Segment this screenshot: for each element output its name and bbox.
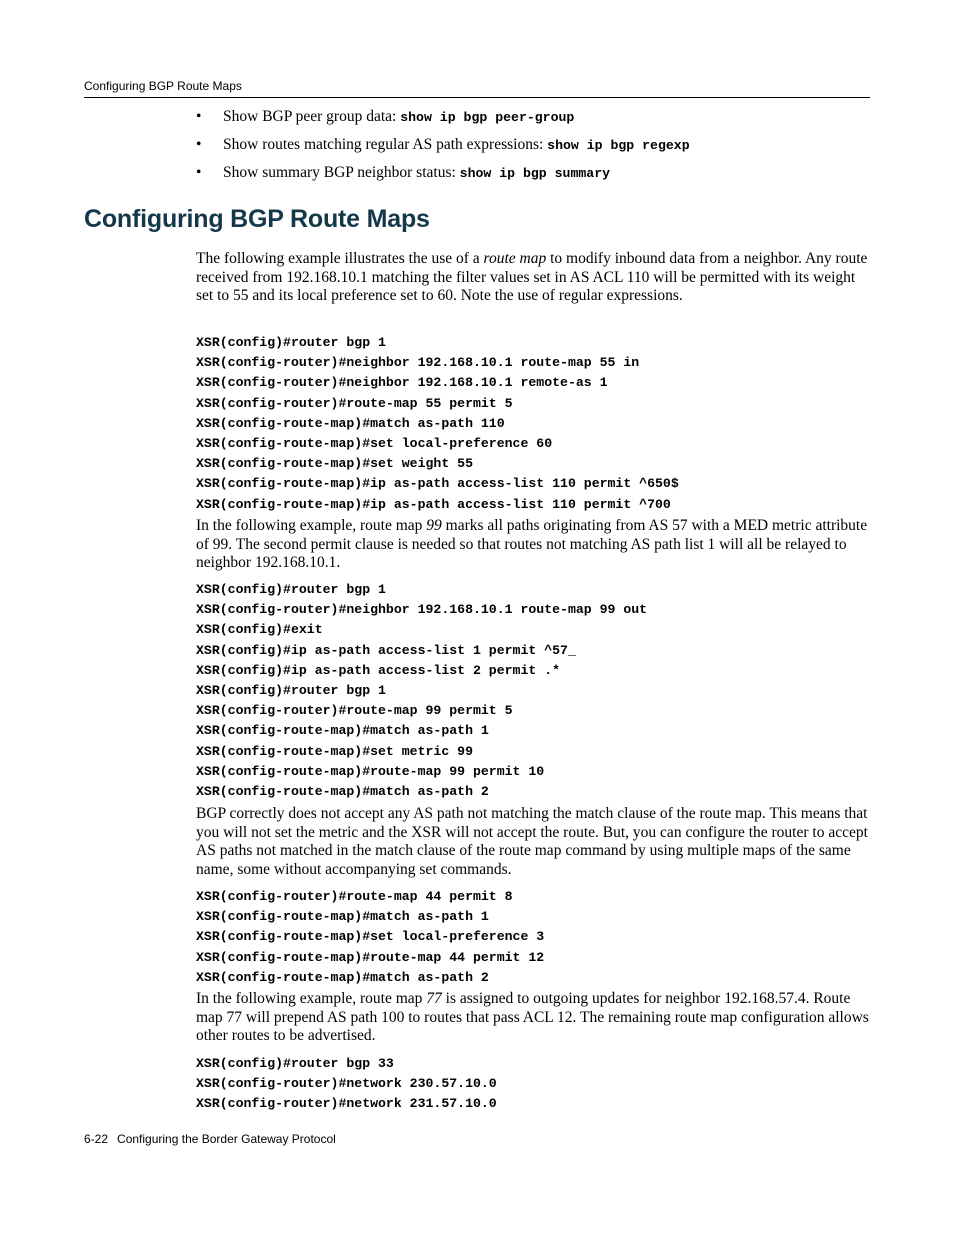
- code-line: XSR(config)#ip as-path access-list 2 permit .*: [196, 662, 561, 678]
- emphasis: 77: [426, 990, 442, 1007]
- bullet-text: Show routes matching regular AS path expressions:: [223, 136, 548, 153]
- code-line: XSR(config-route-map)#set weight 55: [196, 456, 473, 472]
- code-line: XSR(config-router)#network 230.57.10.0: [196, 1076, 497, 1092]
- code-line: XSR(config-router)#neighbor 192.168.10.1 remote-as 1: [196, 375, 608, 391]
- paragraph-match-clause: BGP correctly does not accept any AS path not matching the match clause of the route map. This means that you will not set the metric and the XSR will not accept the route. But, you can configure the router to accept AS paths not matched in the match clause of the route map command by using multiple maps of the same name, some without accompanying set commands.: [196, 805, 868, 878]
- bullet-text: Show BGP peer group data:: [223, 108, 401, 125]
- code-line: XSR(config)#ip as-path access-list 1 permit ^57_: [196, 642, 576, 658]
- code-line: XSR(config-route-map)#match as-path 1: [196, 723, 489, 739]
- code-line: XSR(config-route-map)#match as-path 110: [196, 415, 505, 431]
- bullet-icon: •: [196, 108, 202, 125]
- list-item: [196, 108, 876, 136]
- header-rule: [84, 97, 870, 98]
- code-line: XSR(config)#router bgp 33: [196, 1056, 394, 1071]
- bullet-command: show ip bgp regexp: [547, 138, 690, 153]
- code-line: XSR(config-router)#neighbor 192.168.10.1 route-map 99 out: [196, 602, 648, 618]
- code-block-2: [196, 580, 872, 802]
- bullet-command: show ip bgp summary: [459, 166, 611, 181]
- code-line: XSR(config-route-map)#match as-path 1: [196, 909, 489, 925]
- paragraph-route-map-77: In the following example, route map 77 is assigned to outgoing updates for neighbor 192.168.57.4. Route map 77 will prepend AS path 100 to routes that pass ACL 12. The remaining route map configuration allows other routes to be advertised.: [196, 990, 869, 1045]
- code-line: XSR(config-router)#route-map 99 permit 5: [196, 703, 513, 719]
- code-line: XSR(config-router)#neighbor 192.168.10.1 route-map 55 in: [196, 355, 640, 371]
- code-line: XSR(config-route-map)#match as-path 2: [196, 969, 489, 985]
- code-line: XSR(config)#router bgp 1: [196, 335, 386, 350]
- bullet-text: Show summary BGP neighbor status:: [223, 164, 460, 181]
- code-block-1: [196, 333, 872, 515]
- section-title: Configuring BGP Route Maps: [84, 205, 430, 233]
- list-item: [196, 136, 876, 164]
- code-line: XSR(config-route-map)#route-map 44 permit 12: [196, 949, 545, 965]
- code-line: XSR(config-route-map)#ip as-path access-list 110 permit ^700: [196, 496, 671, 512]
- emphasis: route map: [483, 250, 547, 267]
- bullet-icon: •: [196, 164, 202, 181]
- chapter-title: Configuring the Border Gateway Protocol: [117, 1132, 336, 1146]
- code-line: XSR(config-router)#network 231.57.10.0: [196, 1096, 497, 1112]
- paragraph-route-map-99: In the following example, route map 99 marks all paths originating from AS 57 with a MED metric attribute of 99. The second permit clause is needed so that routes not matching AS path list 1 will all be relayed to neighbor 192.168.10.1.: [196, 517, 868, 572]
- code-line: XSR(config-route-map)#route-map 99 permit 10: [196, 763, 545, 779]
- running-header: Configuring BGP Route Maps: [84, 79, 242, 93]
- code-line: XSR(config)#router bgp 1: [196, 682, 386, 698]
- list-item: [196, 164, 876, 192]
- code-block-4: [196, 1054, 872, 1115]
- code-line: XSR(config-route-map)#set local-preference 3: [196, 929, 545, 945]
- code-block-3: [196, 887, 872, 988]
- code-line: XSR(config)#router bgp 1: [196, 582, 386, 597]
- bullet-command: show ip bgp peer-group: [400, 110, 575, 125]
- page-number: 6-22: [84, 1132, 109, 1146]
- code-line: XSR(config-route-map)#set metric 99: [196, 743, 473, 759]
- running-footer: [84, 1132, 336, 1146]
- bullet-list: [196, 108, 876, 192]
- paragraph-intro: The following example illustrates the use of a route map to modify inbound data from a neighbor. Any route received from 192.168.10.1 matching the filter values set in AS ACL 110 will be permitted with its weight set to 55 and its local preference set to 60. Note the use of regular expressions.: [196, 250, 868, 305]
- code-line: XSR(config-router)#route-map 44 permit 8: [196, 889, 513, 904]
- emphasis: 99: [426, 517, 442, 534]
- code-line: XSR(config-route-map)#set local-preference 60: [196, 435, 553, 451]
- code-line: XSR(config-route-map)#ip as-path access-list 110 permit ^650$: [196, 476, 679, 492]
- code-line: XSR(config-router)#route-map 55 permit 5: [196, 395, 513, 411]
- code-line: XSR(config-route-map)#match as-path 2: [196, 783, 489, 799]
- code-line: XSR(config)#exit: [196, 622, 323, 638]
- bullet-icon: •: [196, 136, 202, 153]
